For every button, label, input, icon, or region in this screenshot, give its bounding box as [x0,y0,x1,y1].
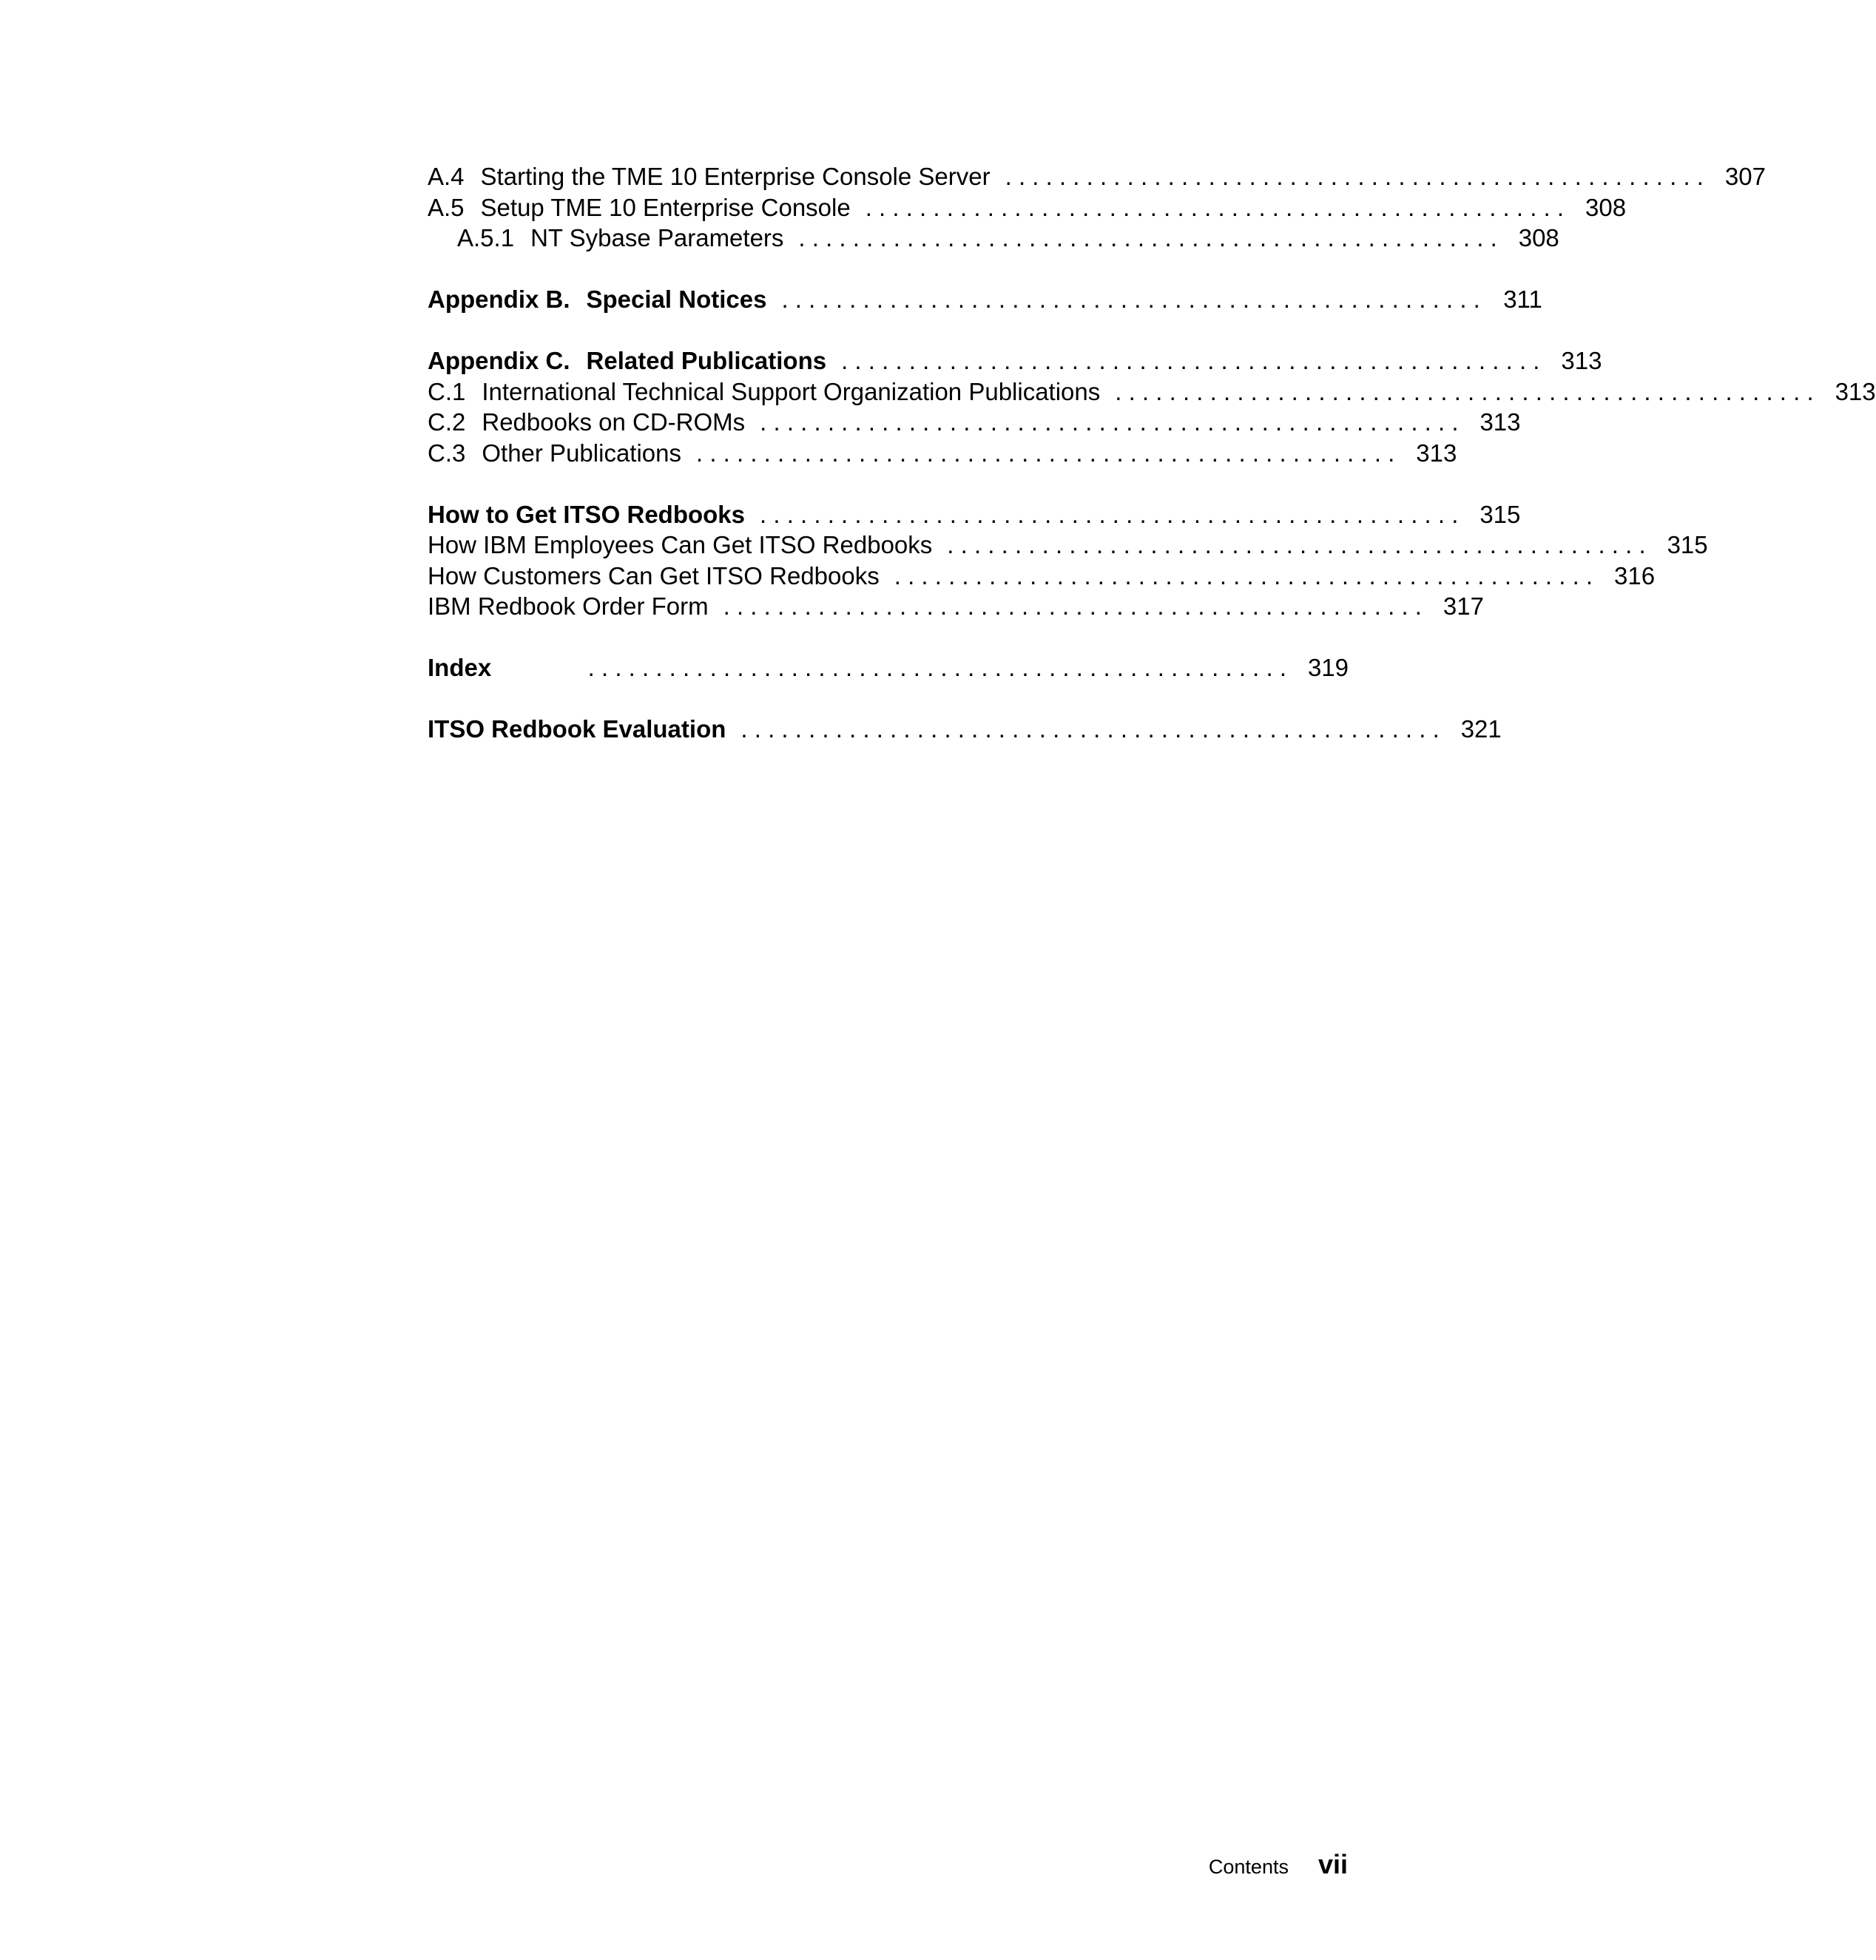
toc-entry-number: Appendix C. [428,347,570,374]
toc-entry[interactable] [428,561,1656,592]
toc-entry-page: 308 [1585,193,1627,221]
toc-entry[interactable] [428,652,1349,683]
toc-entry-page: 319 [1307,654,1349,681]
toc-entry-title: NT Sybase Parameters [530,224,784,251]
toc-entry-title: Index [428,654,492,681]
toc-entry-number: A.5.1 [457,224,515,251]
toc-entry-title: ITSO Redbook Evaluation [428,715,726,743]
page-footer [1209,1849,1348,1880]
dot-leader: . . . . . . . . . . . . . . . . . . . . . . . . . . . . . . . . . . . . . . . . . . . . . . . . . . . . [894,561,1593,589]
toc-entry-title: International Technical Support Organization Publications [482,377,1101,405]
toc-entry-title: How to Get ITSO Redbooks [428,500,746,528]
toc-entry-title: How Customers Can Get ITSO Redbooks [428,561,880,589]
toc-entry-page: 316 [1614,561,1656,589]
toc-entry-page: 313 [1416,439,1457,467]
toc-entry-page: 307 [1724,163,1766,190]
toc-entry[interactable] [428,284,1542,315]
toc-entry[interactable] [428,192,1627,223]
dot-leader: . . . . . . . . . . . . . . . . . . . . . . . . . . . . . . . . . . . . . . . . . . . . . . . . . . . . [841,347,1540,374]
toc-entry[interactable] [428,591,1484,622]
toc-entry-number: Appendix B. [428,285,570,313]
dot-leader: . . . . . . . . . . . . . . . . . . . . . . . . . . . . . . . . . . . . . . . . . . . . . . . . . . . . [740,715,1440,743]
toc-entry-page: 313 [1479,408,1521,436]
dot-leader: . . . . . . . . . . . . . . . . . . . . . . . . . . . . . . . . . . . . . . . . . . . . . . . . . . . . [865,193,1565,221]
dot-leader: . . . . . . . . . . . . . . . . . . . . . . . . . . . . . . . . . . . . . . . . . . . . . . . . . . . . [696,439,1395,467]
toc-entry[interactable] [428,345,1602,376]
toc-entry[interactable] [428,714,1502,745]
toc-entry-page: 313 [1561,347,1602,374]
toc-entry[interactable] [428,438,1457,469]
toc-entry-title: Related Publications [586,347,827,374]
toc-entry-page: 313 [1835,377,1876,405]
toc-entry-number: C.2 [428,408,466,436]
toc-entry-number: A.4 [428,163,465,190]
dot-leader: . . . . . . . . . . . . . . . . . . . . . . . . . . . . . . . . . . . . . . . . . . . . . . . . . . . . [1115,377,1814,405]
dot-leader: . . . . . . . . . . . . . . . . . . . . . . . . . . . . . . . . . . . . . . . . . . . . . . . . . . . . [781,285,1480,313]
toc-entry-page: 321 [1460,715,1502,743]
toc-entry-title: Other Publications [482,439,681,467]
dot-leader: . . . . . . . . . . . . . . . . . . . . . . . . . . . . . . . . . . . . . . . . . . . . . . . . . . . . [1005,163,1704,190]
toc-entry[interactable] [428,499,1521,530]
toc-entry-page: 308 [1518,224,1559,251]
toc-entry-number: C.3 [428,439,466,467]
dot-leader: . . . . . . . . . . . . . . . . . . . . . . . . . . . . . . . . . . . . . . . . . . . . . . . . . . . . [587,654,1286,681]
toc-entry-page: 315 [1479,500,1521,528]
dot-leader: . . . . . . . . . . . . . . . . . . . . . . . . . . . . . . . . . . . . . . . . . . . . . . . . . . . . [947,531,1646,558]
toc-entry-title: Redbooks on CD-ROMs [482,408,746,436]
table-of-contents [428,161,1876,745]
dot-leader: . . . . . . . . . . . . . . . . . . . . . . . . . . . . . . . . . . . . . . . . . . . . . . . . . . . . [760,500,1459,528]
toc-entry-number: C.1 [428,377,466,405]
dot-leader: . . . . . . . . . . . . . . . . . . . . . . . . . . . . . . . . . . . . . . . . . . . . . . . . . . . . [798,224,1497,251]
footer-page-number: vii [1317,1849,1348,1879]
toc-entry-page: 311 [1503,285,1542,313]
toc-entry-title: How IBM Employees Can Get ITSO Redbooks [428,531,933,558]
toc-entry-number: A.5 [428,193,465,221]
dot-leader: . . . . . . . . . . . . . . . . . . . . . . . . . . . . . . . . . . . . . . . . . . . . . . . . . . . . [723,592,1422,620]
toc-entry[interactable] [428,161,1766,192]
toc-entry[interactable] [428,223,1559,254]
toc-entry[interactable] [428,407,1521,438]
toc-entry-title: IBM Redbook Order Form [428,592,709,620]
toc-entry[interactable] [428,530,1708,561]
toc-entry-title: Special Notices [586,285,767,313]
footer-section-label: Contents [1208,1856,1289,1878]
toc-entry-page: 315 [1667,531,1708,558]
toc-entry-title: Starting the TME 10 Enterprise Console Server [480,163,991,190]
dot-leader: . . . . . . . . . . . . . . . . . . . . . . . . . . . . . . . . . . . . . . . . . . . . . . . . . . . . [760,408,1459,436]
toc-entry[interactable] [428,376,1876,408]
toc-entry-page: 317 [1443,592,1484,620]
toc-entry-title: Setup TME 10 Enterprise Console [480,193,851,221]
